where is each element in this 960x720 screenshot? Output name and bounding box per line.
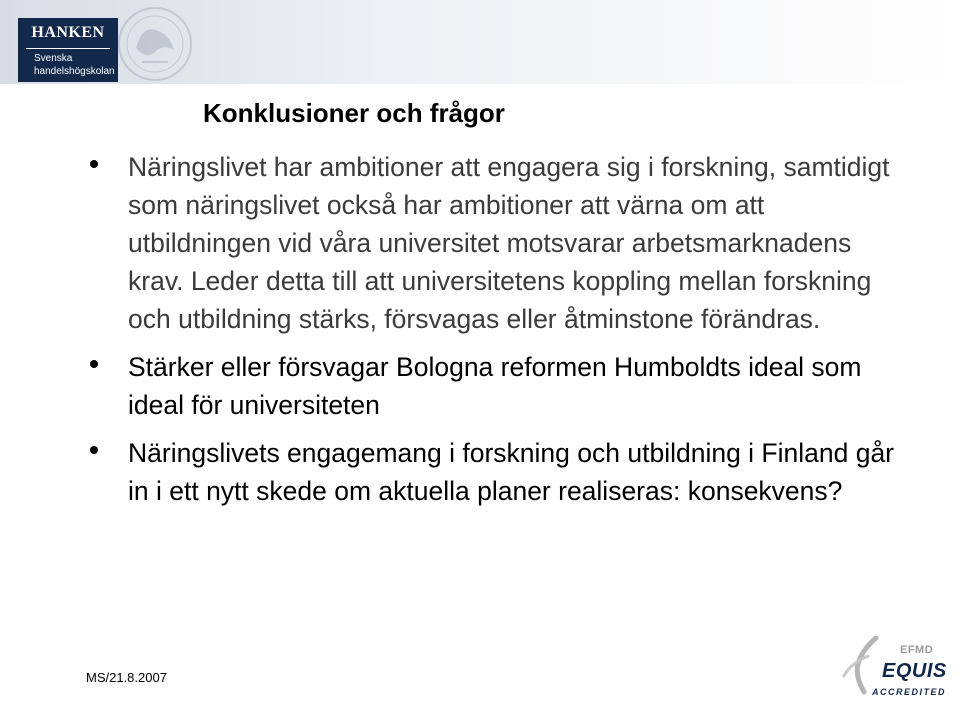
bullet-item [88,348,898,424]
slide-title: Konklusioner och frågor [203,98,505,128]
bullet-icon [90,160,98,168]
logo-divider [26,48,110,49]
equis-label: EQUIS [882,660,947,682]
efmd-label: EFMD [900,644,934,656]
accredited-label: ACCREDITED [872,687,947,697]
footer-date: MS/21.8.2007 [86,670,167,685]
seal-watermark-icon [112,4,198,84]
bullet-list [88,148,898,520]
bullet-icon [90,360,98,368]
bullet-item [88,434,898,510]
logo-name: HANKEN [31,24,105,41]
bullet-text: Stärker eller försvagar Bologna reformen Humboldts ideal som ideal för universiteten [128,352,862,420]
bullet-text: Näringslivet har ambitioner att engagera sig i forskning, samtidigt som näringslivet också har ambitioner att värna om att utbildningen vid våra universitet motsvarar arbetsmarknadens krav. Leder detta till att universitetens koppling mellan forskning och utbildning stärks, försvagas eller åtminstone förändras. [128,152,890,334]
hanken-logo [18,18,118,82]
bullet-text: Näringslivets engagemang i forskning och utbildning i Finland går in i ett nytt skede om aktuella planer realiseras: konsekvens? [128,438,895,506]
equis-accreditation-logo [838,634,948,708]
logo-subtitle-line2: handelshögskolan [34,66,115,77]
bullet-item [88,148,898,338]
bullet-icon [90,446,98,454]
logo-subtitle-line1: Svenska [34,53,73,64]
